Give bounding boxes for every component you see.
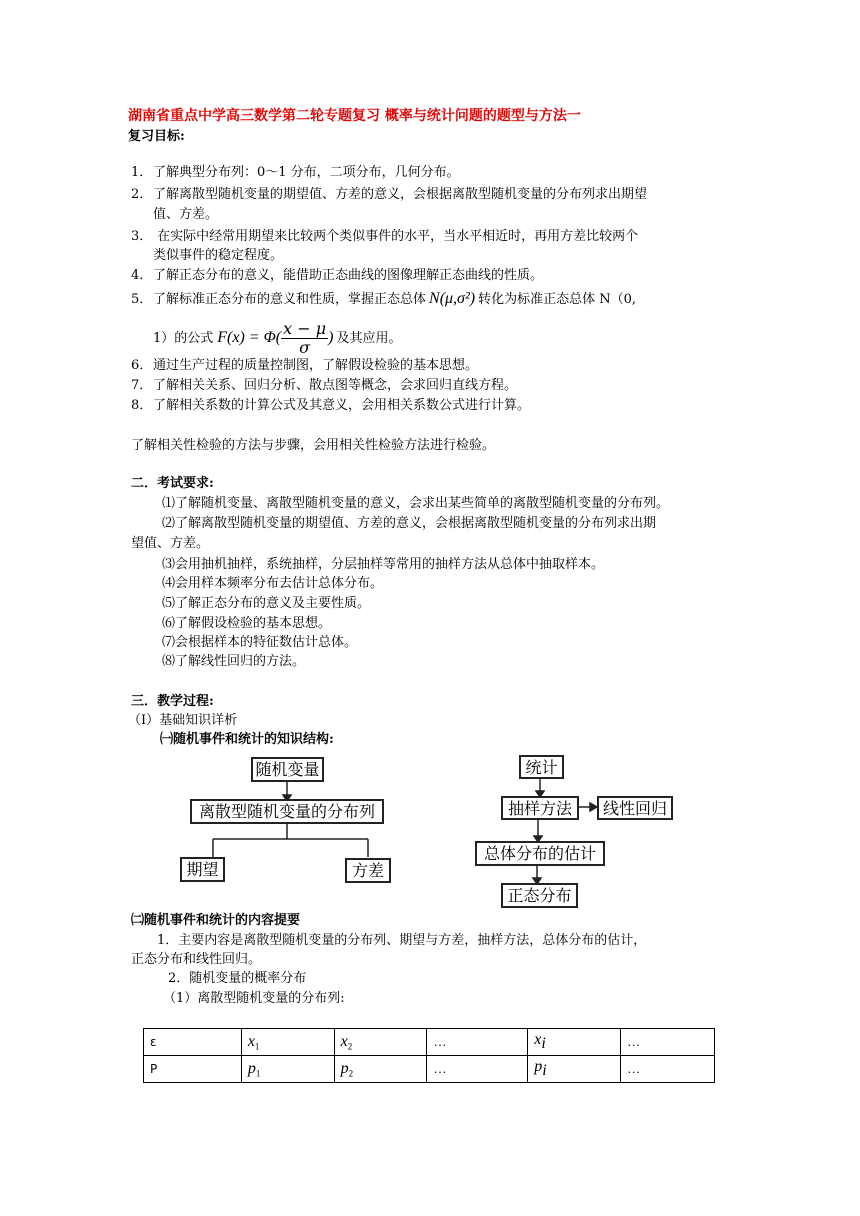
requirement-item: ⑶会用抽机抽样，系统抽样，分层抽样等常用的抽样方法从总体中抽取样本。 [162,557,605,572]
content-summary-heading: ㈡随机事件和统计的内容提要 [131,913,301,928]
formula-fraction: $\frac{x - \mu}{\sigma}$ [283,319,327,357]
goal-item: 6．通过生产过程的质量控制图，了解假设检验的基本思想。 [131,358,479,373]
content-paragraph: （1）离散型随机变量的分布列: [163,991,345,1006]
diagram-node-statistics: 统计 [519,755,564,779]
content-paragraph-continuation: 正态分布和线性回归。 [131,952,262,967]
requirement-item: ⑴了解随机变量、离散型随机变量的意义，会求出某些简单的离散型随机变量的分布列。 [162,496,670,511]
requirement-item: ⑷会用样本频率分布去估计总体分布。 [162,576,384,591]
requirement-item-continuation: 望值、方差。 [131,536,210,551]
goal-item-continuation: 1）的公式 F(x) = Φ( $\frac{x - \mu}{\sigma}$ ) 及其应用。 [153,319,402,357]
goal-item: 5．了解标准正态分布的意义和性质，掌握正态总体 N(μ,σ²) 转化为标准正态总体 N（0, [131,290,636,307]
table-cell: … [621,1056,715,1083]
requirement-item: ⑵了解离散型随机变量的期望值、方差的意义，会根据离散型随机变量的分布列求出期 [162,516,657,531]
table-cell: ε [144,1029,242,1056]
goal-item: 8．了解相关系数的计算公式及其意义，会用相关系数公式进行计算。 [131,398,531,413]
table-row [144,1029,715,1056]
requirement-item: ⑺会根据样本的特征数估计总体。 [162,635,358,650]
review-goals-heading: 复习目标: [128,129,185,144]
goal-item: 4．了解正态分布的意义，能借助正态曲线的图像理解正态曲线的性质。 [131,268,544,283]
distribution-table [143,1028,715,1083]
table-cell: P [144,1056,242,1083]
table-cell: … [427,1029,528,1056]
table-row [144,1056,715,1083]
diagram-node-sampling: 抽样方法 [501,796,579,820]
table-cell: … [427,1056,528,1083]
diagram-node-variance: 方差 [345,858,391,883]
diagram-node-expectation: 期望 [180,857,225,882]
exam-requirements-heading: 二．考试要求: [131,476,214,491]
diagram-node-normal-distribution: 正态分布 [501,883,578,908]
table-cell: $x_i$ [528,1029,621,1056]
review-extra: 了解相关性检验的方法与步骤，会用相关性检验方法进行检验。 [131,438,496,453]
table-cell: $x_2$ [334,1029,427,1056]
goal-item-continuation: 类似事件的稳定程度。 [153,248,284,263]
goal-item: 7．了解相关关系、回归分析、散点图等概念，会求回归直线方程。 [131,378,518,393]
teaching-heading: 三．教学过程: [131,694,214,709]
normal-population-formula: N(μ,σ²) [429,290,476,307]
requirement-item: ⑸了解正态分布的意义及主要性质。 [162,596,371,611]
requirement-item: ⑻了解线性回归的方法。 [162,654,306,669]
diagram-node-distribution: 离散型随机变量的分布列 [190,799,384,824]
standardization-formula: F(x) = Φ( [217,329,282,346]
goal-item-continuation: 值、方差。 [153,207,219,222]
table-cell: … [621,1029,715,1056]
knowledge-structure-heading: ㈠随机事件和统计的知识结构: [160,732,334,747]
teaching-subheading: （Ⅰ）基础知识详析 [128,713,238,728]
table-cell: $x_1$ [241,1029,334,1056]
page-title: 湖南省重点中学高三数学第二轮专题复习 概率与统计问题的题型与方法一 [128,108,581,124]
content-paragraph: 2．随机变量的概率分布 [168,971,307,986]
goal-item: 1．了解典型分布列：0～1 分布，二项分布，几何分布。 [131,165,460,180]
content-paragraph: 1．主要内容是离散型随机变量的分布列、期望与方差，抽样方法，总体分布的估计， [157,933,647,948]
goal-item: 3． 在实际中经常用期望来比较两个类似事件的水平，当水平相近时，再用方差比较两个 [131,229,639,244]
diagram-node-linear-regression: 线性回归 [597,796,673,820]
requirement-item: ⑹了解假设检验的基本思想。 [162,616,332,631]
goal-item: 2．了解离散型随机变量的期望值、方差的意义，会根据离散型随机变量的分布列求出期望 [131,187,648,202]
table-cell: $p_2$ [334,1056,427,1083]
diagram-node-random-variable: 随机变量 [251,757,324,782]
diagram-node-population-estimate: 总体分布的估计 [475,841,605,866]
table-cell: $p_i$ [528,1056,621,1083]
table-cell: $p_1$ [241,1056,334,1083]
